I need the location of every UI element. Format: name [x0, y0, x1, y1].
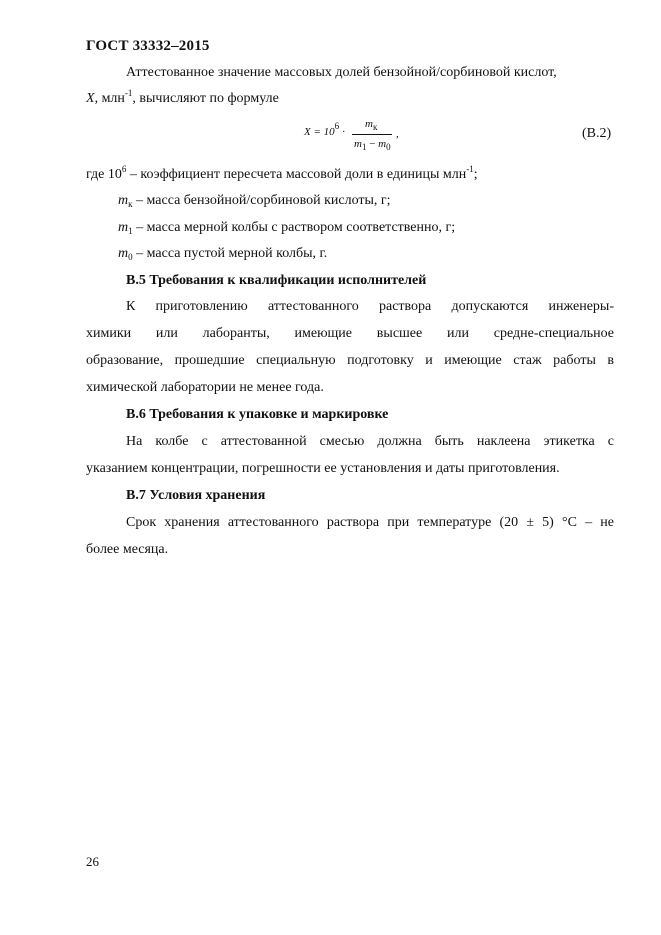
- formula-dot: ·: [339, 126, 346, 138]
- variable-x: X: [86, 91, 95, 106]
- num-m: m: [365, 118, 373, 130]
- intro-line-1: Аттестованное значение массовых долей бензойной/сорбиновой кислот,: [126, 65, 557, 80]
- section-b5-heading: В.5 Требования к квалификации исполнителей: [126, 273, 427, 288]
- def-m0: [118, 245, 327, 263]
- fraction-bar: [352, 134, 392, 135]
- where-prefix: где 10: [86, 167, 122, 182]
- def-m0-sub: 0: [128, 252, 133, 262]
- def-mk-text: – масса бензойной/сорбиновой кислоты, г;: [132, 193, 391, 208]
- intro-after: , вычисляют по формуле: [132, 91, 279, 106]
- section-b7-line-1: Срок хранения аттестованного раствора при температуре (20 ± 5) °С – не: [126, 515, 614, 530]
- formula-comma: ,: [396, 128, 399, 140]
- section-b5-line-3: образование, прошедшие специальную подготовку и имеющие стаж работы в: [86, 353, 614, 368]
- formula-lhs: [304, 121, 346, 138]
- section-b6-line-2: указанием концентрации, погрешности ее установления и даты приготовления.: [86, 461, 560, 476]
- where-end: ;: [473, 167, 478, 182]
- den-sub1: 1: [361, 142, 367, 152]
- section-b6-line-1: На колбе с аттестованной смесью должна быть наклеена этикетка с: [126, 434, 614, 449]
- standard-header: ГОСТ 33332–2015: [86, 38, 210, 54]
- section-b6-heading: В.6 Требования к упаковке и маркировке: [126, 407, 389, 422]
- formula-denominator: [354, 138, 391, 150]
- unit-superscript: -1: [124, 88, 133, 98]
- def-mk: [118, 192, 391, 210]
- section-b5-line-1: К приготовлению аттестованного раствора допускаются инженеры-: [126, 299, 614, 314]
- intro-line-2: [86, 90, 279, 108]
- def-m1-sub: 1: [128, 226, 133, 236]
- den-m0: m: [378, 138, 387, 150]
- def-m0-sym: m: [118, 246, 129, 261]
- where-line: [86, 166, 478, 184]
- where-text: – коэффициент пересчета массовой доли в единицы млн: [126, 167, 467, 182]
- num-sub: к: [372, 122, 378, 132]
- formula-b2: [304, 116, 424, 160]
- formula-lhs-text: X = 10: [304, 126, 335, 138]
- def-m1: [118, 219, 455, 237]
- page-number: 26: [86, 854, 99, 869]
- den-sub0: 0: [386, 142, 391, 152]
- equation-number: (В.2): [582, 126, 612, 141]
- def-mk-sub: к: [128, 199, 133, 209]
- where-sup: 6: [121, 164, 127, 174]
- def-m1-text: – масса мерной колбы с раствором соответственно, г;: [132, 220, 456, 235]
- den-m1: m: [354, 138, 362, 150]
- section-b7-heading: В.7 Условия хранения: [126, 488, 266, 503]
- den-minus: −: [366, 138, 379, 150]
- formula-lhs-sup: 6: [334, 121, 340, 131]
- section-b5-line-2: химики или лаборанты, имеющие высшее или средне-специальное: [86, 326, 614, 341]
- def-mk-sym: m: [118, 193, 129, 208]
- formula-numerator: [365, 118, 377, 130]
- def-m1-sym: m: [118, 220, 129, 235]
- def-m0-text: – масса пустой мерной колбы, г.: [132, 246, 328, 261]
- where-unit-sup: -1: [466, 164, 474, 174]
- section-b7-line-2: более месяца.: [86, 542, 169, 557]
- unit-text: , млн: [94, 91, 125, 106]
- section-b5-line-4: химической лаборатории не менее года.: [86, 380, 324, 395]
